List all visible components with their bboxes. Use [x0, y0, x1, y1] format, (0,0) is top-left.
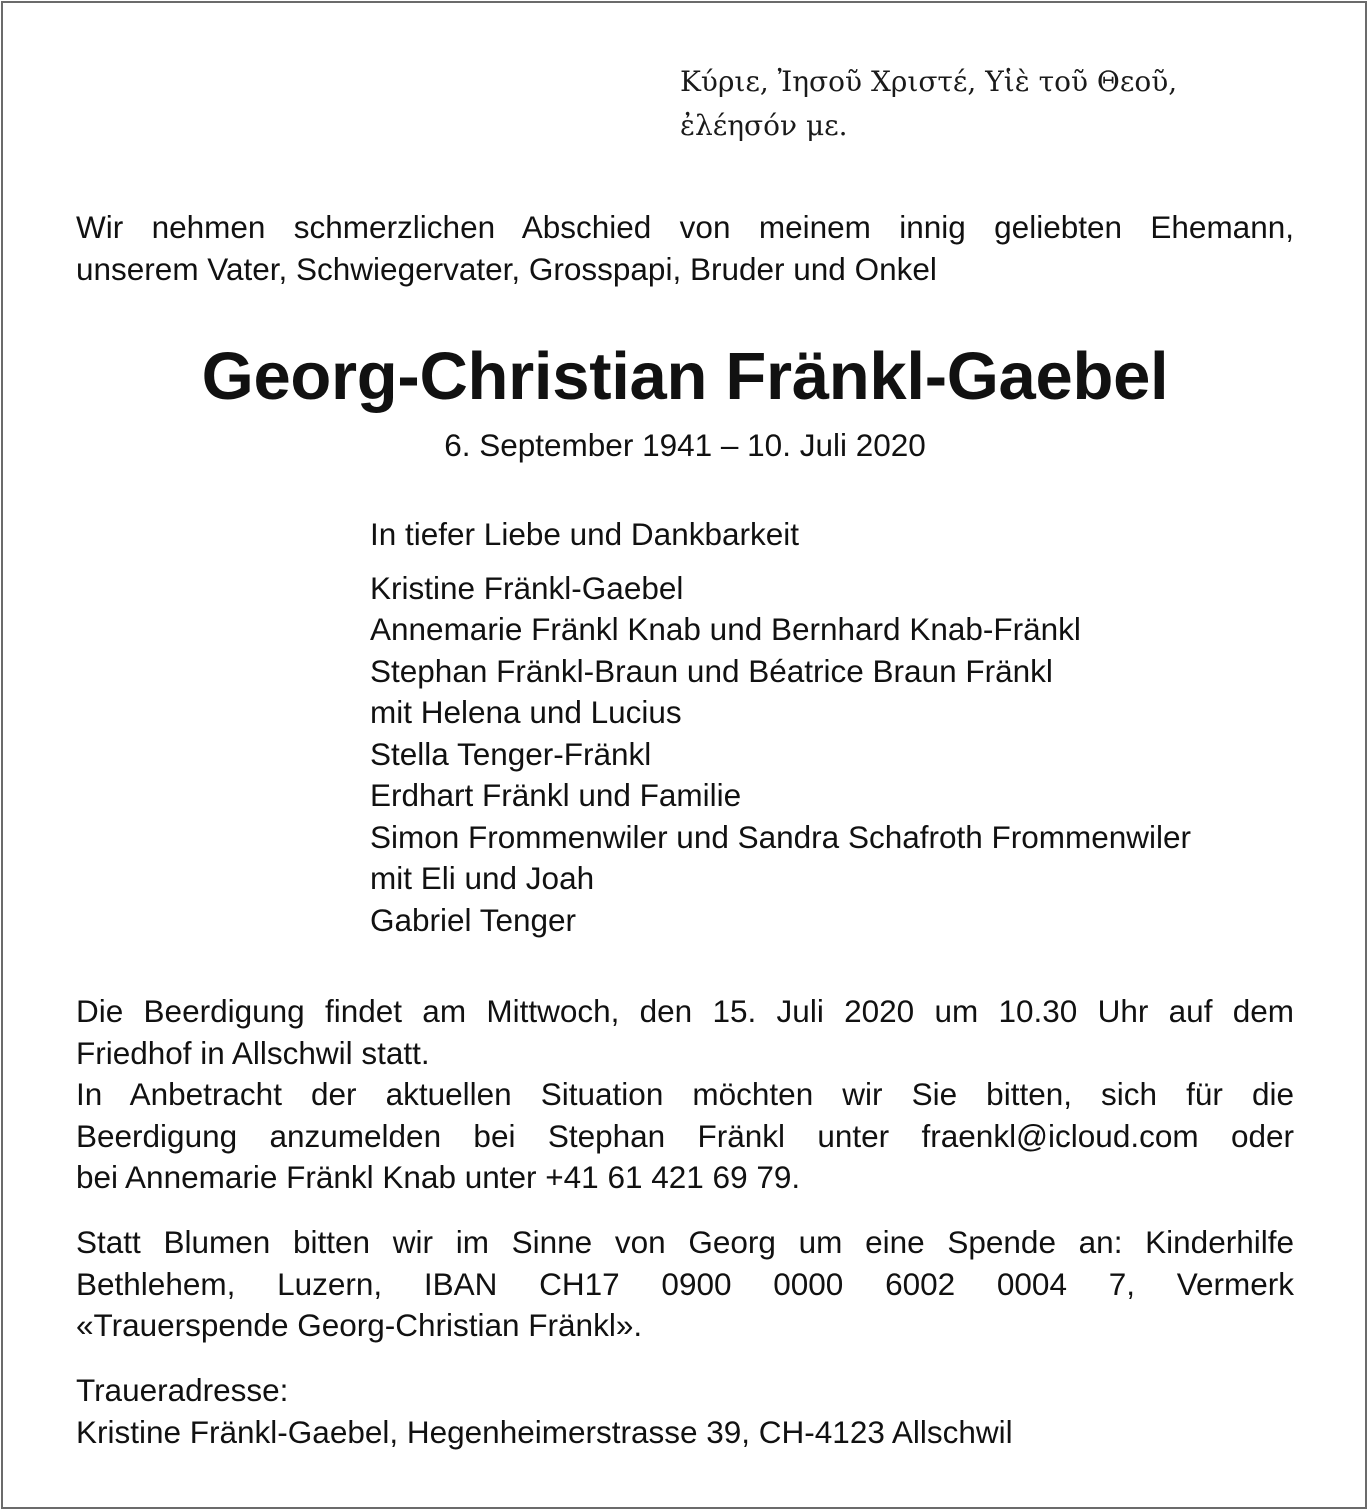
greek-prayer-line-1: Κύριε, Ἰησοῦ Χριστέ, Υἱὲ τοῦ Θεοῦ,: [680, 65, 1178, 98]
intro-line-1: Wir nehmen schmerzlichen Abschied von meinem innig geliebten Ehemann,: [76, 209, 1294, 245]
funeral-line-2: Friedhof in Allschwil statt.: [76, 1034, 430, 1071]
greek-prayer-line-2: ἐλέησόν με.: [680, 109, 848, 142]
donation-line-3: «Trauerspende Georg-Christian Fränkl».: [76, 1307, 643, 1343]
family-member: Stella Tenger-Fränkl: [370, 735, 652, 772]
donation-info: [76, 1222, 1294, 1347]
intro-line-2: unserem Vater, Schwiegervater, Grosspapi, Bruder und Onkel: [76, 250, 937, 287]
intro-text: [76, 207, 1294, 290]
family-member: Simon Frommenwiler und Sandra Schafroth Frommenwiler: [370, 818, 1192, 855]
family-member: Kristine Fränkl-Gaebel: [370, 569, 684, 606]
funeral-line-5: bei Annemarie Fränkl Knab unter +41 61 421 69 79.: [76, 1159, 801, 1195]
family-list: [370, 514, 1310, 941]
family-member: Erdhart Fränkl und Familie: [370, 777, 742, 813]
family-member: mit Eli und Joah: [370, 860, 595, 896]
address-value: Kristine Fränkl-Gaebel, Hegenheimerstrasse 39, CH-4123 Allschwil: [76, 1413, 1013, 1450]
family-member: mit Helena und Lucius: [370, 694, 682, 730]
donation-line-2: Bethlehem, Luzern, IBAN CH17 0900 0000 6002 0004 7, Vermerk: [76, 1265, 1294, 1302]
family-member: Stephan Fränkl-Braun und Béatrice Braun Fränkl: [370, 652, 1053, 689]
deceased-name: Georg-Christian Fränkl-Gaebel: [201, 339, 1169, 414]
family-heading: In tiefer Liebe und Dankbarkeit: [370, 516, 800, 552]
address-label: Traueradresse:: [76, 1372, 289, 1408]
funeral-line-4: Beerdigung anzumelden bei Stephan Fränkl unter fraenkl@icloud.com oder: [76, 1117, 1294, 1154]
funeral-line-3: In Anbetracht der aktuellen Situation möchten wir Sie bitten, sich für die: [76, 1076, 1294, 1112]
mourning-address: [76, 1370, 1294, 1453]
family-member: Annemarie Fränkl Knab und Bernhard Knab-Fränkl: [370, 611, 1081, 647]
funeral-line-1: Die Beerdigung findet am Mittwoch, den 15. Juli 2020 um 10.30 Uhr auf dem: [76, 993, 1294, 1029]
greek-prayer: [680, 60, 1320, 148]
life-dates: 6. September 1941 – 10. Juli 2020: [444, 427, 926, 463]
funeral-info: [76, 991, 1294, 1199]
donation-line-1: Statt Blumen bitten wir im Sinne von Georg um eine Spende an: Kinderhilfe: [76, 1224, 1294, 1260]
family-member: Gabriel Tenger: [370, 901, 577, 938]
